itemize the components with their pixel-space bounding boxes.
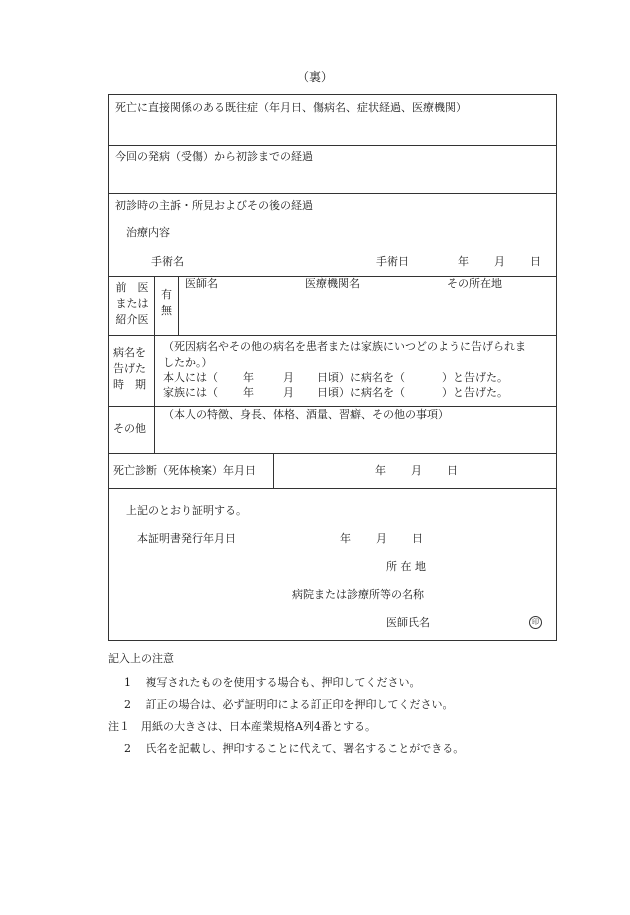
note-item: 注１ 用紙の大きさは、日本産業規格A列4番とする。 — [108, 720, 376, 733]
patient-approx-label: 日頃）に病名を（ — [317, 371, 405, 384]
death-diagnosis-label: 死亡診断（死体検案）年月日 — [113, 464, 256, 477]
surgery-date-label: 手術日 — [376, 255, 409, 268]
certify-statement: 上記のとおり証明する。 — [126, 504, 247, 517]
disclosure-question-2: したか。） — [163, 356, 213, 369]
disclosure-label: 病名を 告げた 時 期 — [113, 346, 146, 391]
death-year-unit: 年 — [375, 464, 386, 477]
history-label: 死亡に直接関係のある既往症（年月日、傷病名、症状経過、医療機関） — [115, 101, 467, 114]
initial-label: 初診時の主訴・所見およびその後の経過 — [115, 199, 313, 212]
note-item: 1 複写されたものを使用する場合も、押印してください。 — [124, 676, 421, 689]
prev-doctor-label: 前 医 または 紹介医 — [115, 281, 149, 326]
patient-told-suffix: ）と告げた。 — [442, 371, 508, 384]
surgery-day-unit: 日 — [530, 255, 541, 268]
column-divider — [154, 276, 155, 406]
prev-doctor-address-label: その所在地 — [447, 277, 502, 290]
prev-doctor-institution-label: 医療機関名 — [305, 277, 360, 290]
surgery-year-unit: 年 — [458, 255, 469, 268]
column-divider — [178, 276, 179, 335]
other-hint: （本人の特徴、身長、体格、酒量、習癖、その他の事項） — [163, 408, 449, 421]
patient-prefix: 本人には（ — [163, 371, 218, 384]
issue-day-unit: 日 — [412, 532, 423, 545]
page-title: （裏） — [296, 70, 333, 84]
surgery-month-unit: 月 — [494, 255, 505, 268]
prev-doctor-name-label: 医師名 — [185, 277, 218, 290]
row-divider — [109, 453, 556, 454]
family-year-unit: 年 — [243, 386, 254, 399]
note-item: 2 訂正の場合は、必ず証明印による訂正印を押印してください。 — [124, 698, 454, 711]
issue-date-label: 本証明書発行年月日 — [137, 532, 236, 545]
family-approx-label: 日頃）に病名を（ — [317, 386, 405, 399]
row-divider — [109, 193, 556, 194]
issue-year-unit: 年 — [340, 532, 351, 545]
note-item: 2 氏名を記載し、押印することに代えて、署名することができる。 — [124, 742, 465, 755]
family-told-suffix: ）と告げた。 — [442, 386, 508, 399]
row-divider — [109, 145, 556, 146]
row-divider — [109, 488, 556, 489]
row-divider — [109, 335, 556, 336]
patient-year-unit: 年 — [243, 371, 254, 384]
family-prefix: 家族には（ — [163, 386, 218, 399]
disclosure-question-1: （死因病名やその他の病名を患者または家族にいつどのように告げられま — [163, 340, 526, 353]
notes-heading: 記入上の注意 — [108, 652, 174, 665]
treatment-label: 治療内容 — [126, 226, 170, 239]
column-divider — [154, 406, 155, 453]
certificate-form — [108, 94, 557, 641]
other-label: その他 — [113, 422, 146, 435]
family-month-unit: 月 — [283, 386, 294, 399]
death-month-unit: 月 — [411, 464, 422, 477]
row-divider — [109, 406, 556, 407]
prev-doctor-presence: 有 無 — [161, 288, 172, 317]
onset-label: 今回の発病（受傷）から初診までの経過 — [115, 150, 313, 163]
doctor-label: 医師氏名 — [386, 616, 430, 629]
patient-month-unit: 月 — [283, 371, 294, 384]
column-divider — [273, 453, 274, 488]
address-label: 所 在 地 — [386, 560, 426, 573]
issue-month-unit: 月 — [376, 532, 387, 545]
seal-mark: 印 — [529, 616, 542, 629]
death-day-unit: 日 — [447, 464, 458, 477]
hospital-label: 病院または診療所等の名称 — [292, 588, 424, 601]
surgery-name-label: 手術名 — [151, 255, 184, 268]
